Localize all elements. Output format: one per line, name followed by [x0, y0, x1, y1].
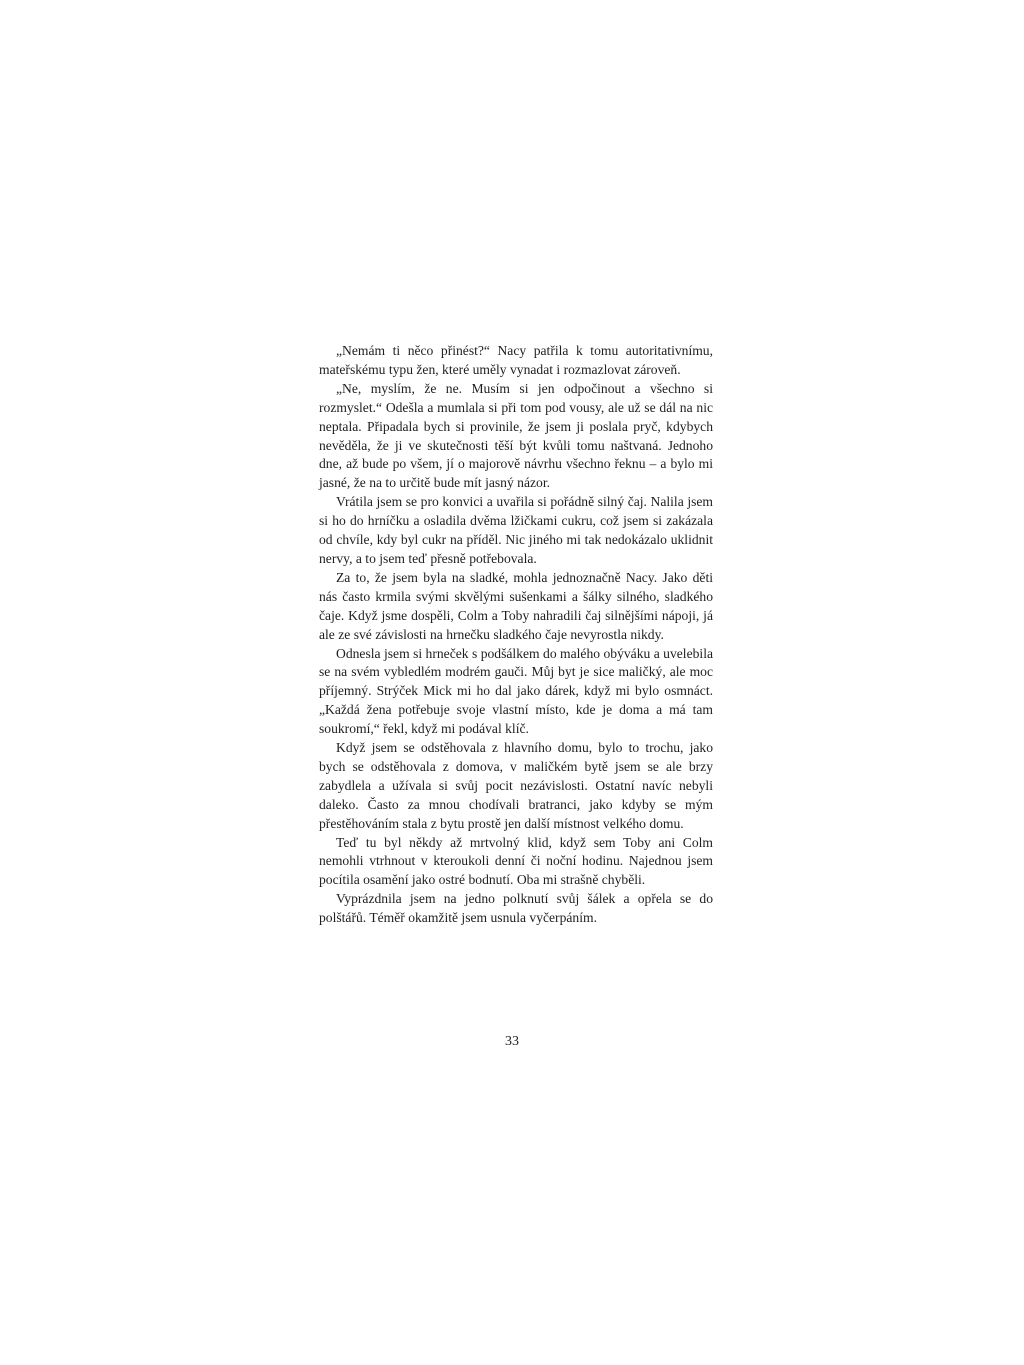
- body-text: [319, 342, 713, 928]
- paragraph-3: Vrátila jsem se pro konvici a uvařila si pořádně silný čaj. Nalila jsem si ho do hrníčku a osladila dvěma lžičkami cukru, což jsem si zakázala od chvíle, kdy byl cukr na příděl. Nic jiného mi tak nedokázalo uklidnit nervy, a to jsem teď přesně potřebovala.: [319, 494, 713, 566]
- page-number: 33: [505, 1034, 519, 1049]
- paragraph-4: Za to, že jsem byla na sladké, mohla jednoznačně Nacy. Jako děti nás často krmila svými skvělými sušenkami a šálky silného, sladkého čaje. Když jsme dospěli, Colm a Toby nahradili čaj silnějšími nápoji, já ale ze své závislosti na hrnečku sladkého čaje nevyrostla nikdy.: [319, 569, 713, 642]
- paragraph-7: Teď tu byl někdy až mrtvolný klid, když sem Toby ani Colm nemohli vtrhnout v kteroukoli denní či noční hodinu. Najednou jsem pocítila osamění jako ostré bodnutí. Oba mi strašně chyběli.: [319, 834, 713, 888]
- paragraph-5: Odnesla jsem si hrneček s podšálkem do malého obýváku a uvelebila se na svém vybledlém modrém gauči. Můj byt je sice maličký, ale moc příjemný. Strýček Mick mi ho dal jako dárek, když mi bylo osmnáct. „Každá žena potřebuje svoje vlastní místo, kde je doma a má tam soukromí,“ řekl, když mi podával klíč.: [319, 645, 713, 737]
- paragraph-2: „Ne, myslím, že ne. Musím si jen odpočinout a všechno si rozmyslet.“ Odešla a mumlala si při tom pod vousy, ale už se dál na nic neptala. Připadala bych si provinile, že jsem ji poslala pryč, kdybych nevěděla, že ji ve skutečnosti těší být kvůli tomu naštvaná. Jednoho dne, až bude po všem, jí o majorově návrhu všechno řeknu – a bylo mi jasné, že na to určitě bude mít jasný názor.: [319, 380, 713, 491]
- paragraph-8: Vyprázdnila jsem na jedno polknutí svůj šálek a opřela se do polštářů. Téměř okamžitě jsem usnula vyčerpáním.: [319, 891, 713, 926]
- paragraph-1: „Nemám ti něco přinést?“ Nacy patřila k tomu autoritativnímu, mateřskému typu žen, které uměly vynadat i rozmazlovat zároveň.: [319, 343, 713, 377]
- paragraph-6: Když jsem se odstěhovala z hlavního domu, bylo to trochu, jako bych se odstěhovala z domova, v maličkém bytě jsem se ale brzy zabydlela a užívala si svůj pocit nezávislosti. Ostatní navíc nebyli daleko. Často za mnou chodívali bratranci, jako kdyby se mým přestěhováním stala z bytu prostě jen další místnost velkého domu.: [319, 740, 713, 831]
